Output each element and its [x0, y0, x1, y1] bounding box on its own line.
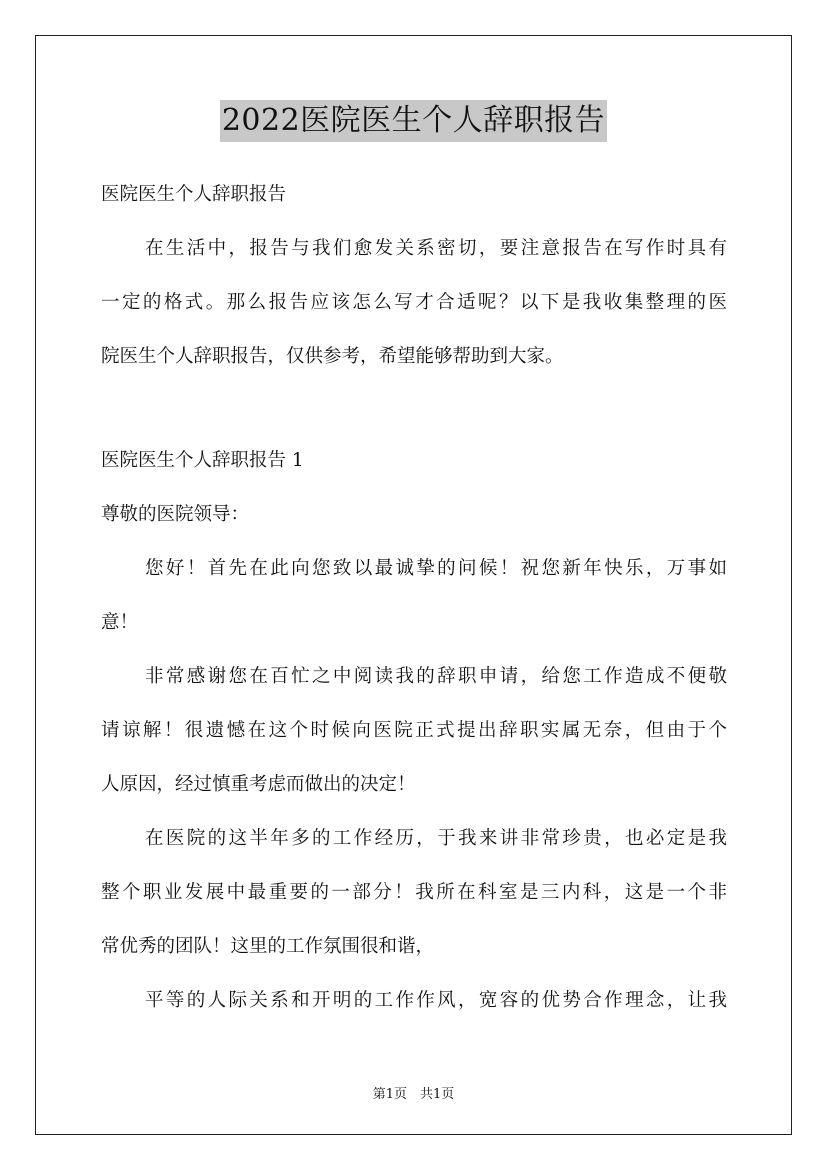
paragraph-line: 意！ [101, 612, 139, 633]
page-footer: 第1页 共1页 [372, 1087, 455, 1102]
spacer [101, 384, 727, 434]
paragraph-line: 您好！首先在此向您致以最诚挚的问候！祝您新年快乐，万事如 [145, 558, 727, 579]
paragraph-line: 请谅解！很遗憾在这个时候向医院正式提出辞职实属无奈，但由于个 [101, 720, 727, 741]
paragraph-line: 人原因，经过慎重考虑而做出的决定！ [101, 774, 416, 795]
intro-line: 一定的格式。那么报告应该怎么写才合适呢？以下是我收集整理的医 [101, 292, 727, 313]
intro-line: 院医生个人辞职报告，仅供参考，希望能够帮助到大家。 [101, 346, 564, 367]
intro-line: 在生活中，报告与我们愈发关系密切，要注意报告在写作时具有 [145, 238, 727, 259]
paragraph-line: 整个职业发展中最重要的一部分！我所在科室是三内科，这是一个非 [101, 882, 727, 903]
paragraph-line: 常优秀的团队！这里的工作氛围很和谐， [101, 936, 435, 957]
title-container [0, 100, 827, 142]
salutation: 尊敬的医院领导： [101, 504, 250, 525]
paragraph-line: 在医院的这半年多的工作经历，于我来讲非常珍贵，也必定是我 [145, 828, 727, 849]
paragraph-line: 平等的人际关系和开明的工作作风，宽容的优势合作理念，让我 [145, 990, 727, 1011]
subtitle: 医院医生个人辞职报告 [101, 184, 287, 205]
document-body [101, 168, 727, 1028]
document-title: 2022医院医生个人辞职报告 [220, 100, 607, 142]
paragraph-line: 非常感谢您在百忙之中阅读我的辞职申请，给您工作造成不便敬 [145, 666, 727, 687]
section-heading: 医院医生个人辞职报告 1 [101, 450, 304, 471]
